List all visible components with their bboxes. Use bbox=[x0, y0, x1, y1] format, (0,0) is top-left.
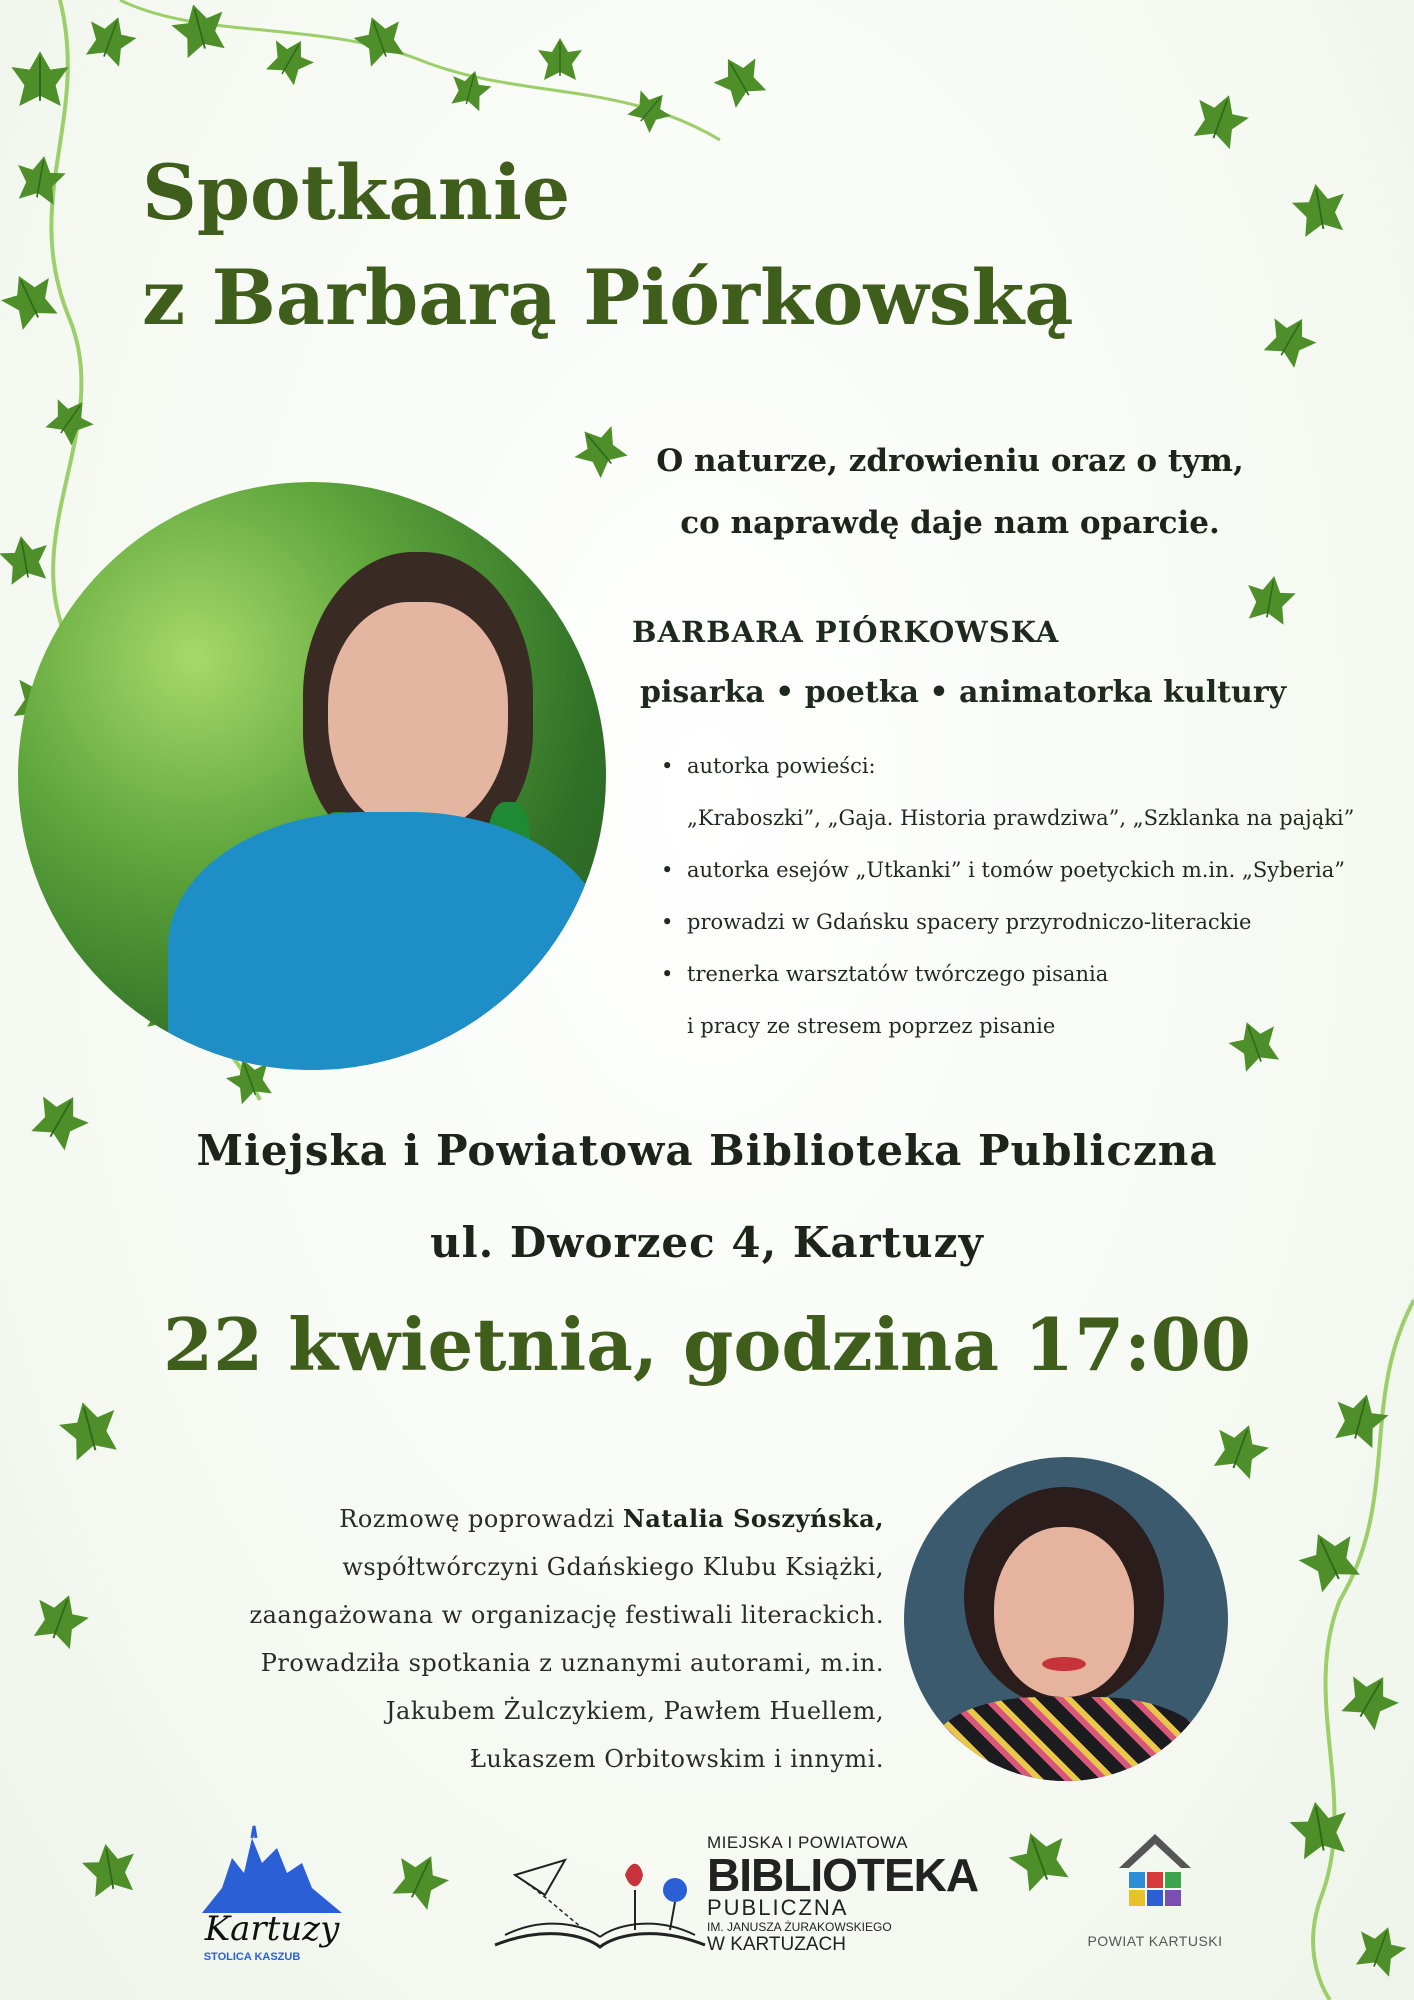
library-logo-line-3: PUBLICZNA bbox=[707, 1895, 849, 1920]
moderator-info bbox=[140, 1495, 884, 1783]
moderator-intro: Rozmowę poprowadzi bbox=[339, 1505, 615, 1533]
list-item: • trenerka warsztatów twórczego pisania i pracy ze stresem poprzez pisanie bbox=[655, 948, 1385, 1052]
library-logo-line-2: BIBLIOTEKA bbox=[707, 1849, 979, 1901]
subtitle-line-2: co naprawdę daje nam oparcie. bbox=[680, 505, 1220, 541]
moderator-line: współtwórczyni Gdańskiego Klubu Książki, bbox=[342, 1553, 884, 1581]
kartuzy-script: Kartuzy bbox=[204, 1909, 340, 1949]
subtitle-line-1: O naturze, zdrowieniu oraz o tym, bbox=[656, 443, 1244, 479]
page-title bbox=[142, 140, 1073, 350]
author-name: BARBARA PIÓRKOWSKA bbox=[632, 615, 1060, 649]
library-book-icon bbox=[485, 1835, 715, 1960]
library-logo-line-4: IM. JANUSZA ŻURAKOWSKIEGO bbox=[707, 1920, 892, 1934]
moderator-line: Prowadziła spotkania z uznanymi autorami, m.in. bbox=[260, 1649, 884, 1677]
moderator-name: Natalia Soszyńska, bbox=[622, 1504, 884, 1533]
powiat-house-icon bbox=[1115, 1830, 1195, 1920]
kartuzy-logo bbox=[182, 1818, 362, 1968]
author-roles: pisarka • poetka • animatorka kultury bbox=[640, 675, 1287, 710]
list-item: • prowadzi w Gdańsku spacery przyrodniczo-literackie bbox=[655, 896, 1385, 948]
library-logo-line-1: MIEJSKA I POWIATOWA bbox=[707, 1833, 908, 1852]
author-bullets bbox=[655, 740, 1385, 1052]
moderator-line: Jakubem Żulczykiem, Pawłem Huellem, bbox=[385, 1697, 884, 1725]
venue-address: ul. Dworzec 4, Kartuzy bbox=[430, 1218, 984, 1267]
subtitle bbox=[560, 430, 1340, 554]
moderator-line: zaangażowana w organizację festiwali literackich. bbox=[249, 1601, 884, 1629]
author-photo bbox=[18, 482, 606, 1070]
moderator-line: Łukaszem Orbitowskim i innymi. bbox=[469, 1745, 884, 1773]
moderator-photo bbox=[904, 1457, 1228, 1781]
powiat-logo bbox=[1080, 1830, 1230, 1949]
powiat-label: POWIAT KARTUSKI bbox=[1087, 1933, 1223, 1949]
library-logo-line-5: W KARTUZACH bbox=[707, 1934, 846, 1955]
list-item: • autorka powieści: „Kraboszki”, „Gaja. Historia prawdziwa”, „Szklanka na pająki” bbox=[655, 740, 1385, 844]
kartuzy-tagline: STOLICA KASZUB bbox=[203, 1951, 301, 1963]
venue-name: Miejska i Powiatowa Biblioteka Publiczna bbox=[196, 1126, 1218, 1175]
title-line-2: z Barbarą Piórkowską bbox=[142, 253, 1074, 342]
list-item: • autorka esejów „Utkanki” i tomów poetyckich m.in. „Syberia” bbox=[655, 844, 1385, 896]
event-date: 22 kwietnia, godzina 17:00 bbox=[162, 1302, 1251, 1387]
venue bbox=[0, 1105, 1414, 1289]
title-line-1: Spotkanie bbox=[142, 148, 571, 237]
library-logo bbox=[707, 1833, 978, 1955]
